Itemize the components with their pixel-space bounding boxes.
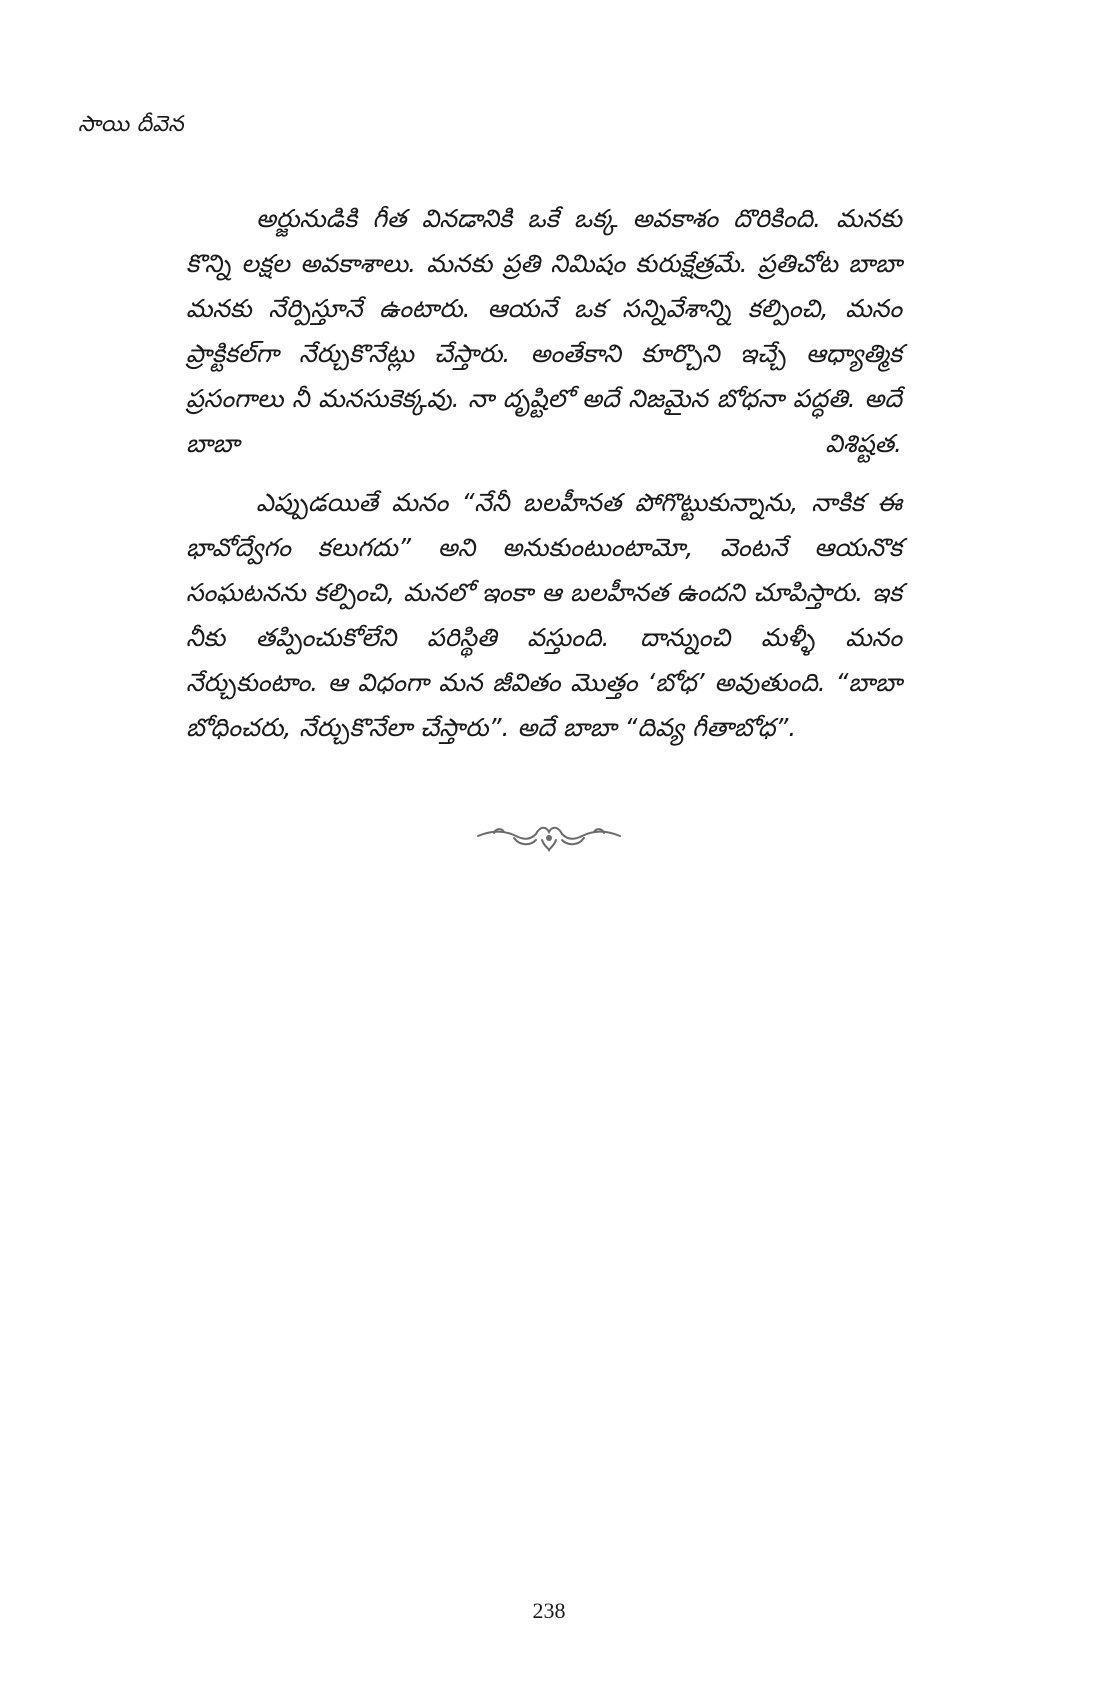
paragraph-2: ఎప్పుడయితే మనం “నేనీ బలహీనత పోగొట్టుకున్నాను, నాకిక ఈ భావోద్వేగం కలుగదు” అని అనుకుంటుంటామో, వెంటనే ఆయనొక సంఘటనను కల్పించి, మనలో ఇంకా ఆ బలహీనత ఉందని చూపిస్తారు. ఇక నీకు తప్పించుకోలేని పరిస్థితి వస్తుంది. దాన్నుంచి మళ్ళీ మనం నేర్చుకుంటాం. ఆ విధంగా మన జీవితం మొత్తం ‘బోధ’ అవుతుంది. “బాబా బోధించరు, నేర్చుకొనేలా చేస్తారు”. అదే బాబా “దివ్య గీతాబోధ”. [186, 488, 902, 742]
body-text [186, 196, 902, 764]
floral-divider-icon [474, 820, 624, 854]
page-number: 238 [532, 1598, 566, 1623]
paragraph-1: అర్జునుడికి గీత వినడానికి ఒకే ఒక్క అవకాశం దొరికింది. మనకు కొన్ని లక్షల అవకాశాలు. మనకు ప్రతి నిమిషం కురుక్షేత్రమే. ప్రతిచోట బాబా మనకు నేర్పిస్తూనే ఉంటారు. ఆయనే ఒక సన్నివేశాన్ని కల్పించి, మనం ప్రాక్టికల్‌గా నేర్చుకొనేట్లు చేస్తారు. అంతేకాని కూర్చొని ఇచ్చే ఆధ్యాత్మిక ప్రసంగాలు నీ మనసుకెక్కవు. నా దృష్టిలో అదే నిజమైన బోధనా పద్ధతి. అదే బాబా విశిష్టత. [186, 204, 902, 458]
running-header-title: సాయి దీవెన [78, 112, 184, 137]
